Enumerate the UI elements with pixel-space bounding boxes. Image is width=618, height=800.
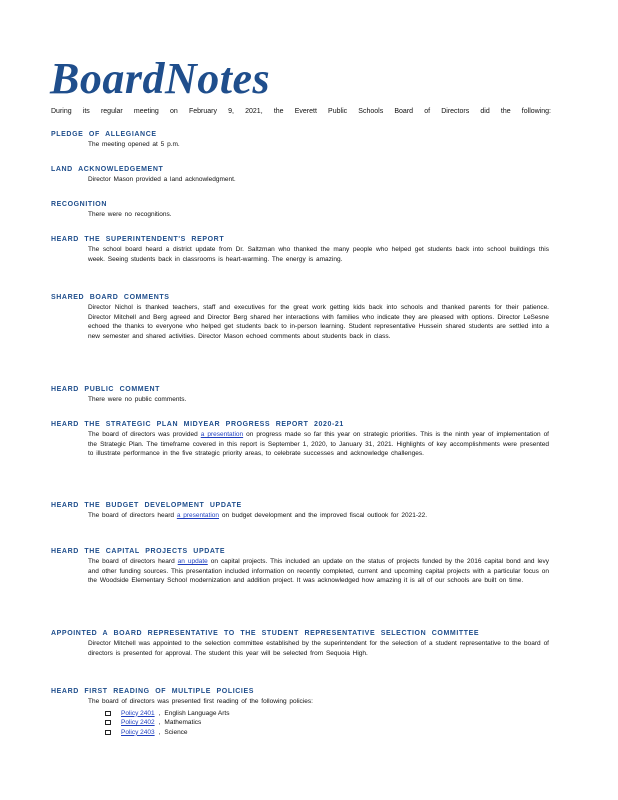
policy-link[interactable]: Policy 2402 — [121, 719, 155, 727]
section-strategic-plan — [51, 420, 551, 459]
masthead-title: BoardNotes — [50, 54, 271, 103]
section-body: Director Mitchell was appointed to the selection committee established by the superintendent for the selection of a student representative to the board of directors is presented for approval. The student this year will be selected from Sequoia High. — [88, 640, 549, 657]
section-superintendent-report — [51, 235, 551, 264]
policy-title: Science — [164, 728, 188, 736]
section-body: The school board heard a district update from Dr. Saltzman who thanked the many people who helped get students back into school buildings this week. Seeing students back in classrooms is heart-warming. The energy is amazing. — [88, 246, 549, 263]
checkbox-bullet-icon — [105, 730, 111, 735]
section-heading: HEARD THE BUDGET DEVELOPMENT UPDATE — [51, 502, 242, 509]
policy-link[interactable]: Policy 2403 — [121, 728, 155, 736]
section-heading: APPOINTED A BOARD REPRESENTATIVE TO THE STUDENT REPRESENTATIVE SELECTION COMMITTEE — [51, 630, 480, 637]
section-heading: HEARD THE STRATEGIC PLAN MIDYEAR PROGRESS REPORT 2020-21 — [51, 421, 344, 428]
presentation-link[interactable]: a presentation — [176, 512, 220, 519]
list-item — [105, 728, 551, 738]
update-link[interactable]: an update — [177, 558, 208, 565]
section-heading: HEARD FIRST READING OF MULTIPLE POLICIES — [51, 688, 254, 695]
section-public-comment — [51, 385, 551, 405]
section-heading: PLEDGE OF ALLEGIANCE — [51, 131, 157, 138]
section-body: There were no recognitions. — [88, 211, 172, 218]
policy-list — [105, 709, 551, 738]
body-text: The board of directors heard — [88, 558, 178, 565]
intro-paragraph: During its regular meeting on February 9, 2021, the Everett Public Schools Board of Directors did the following: — [51, 108, 551, 115]
body-text: on budget development and the improved fiscal outlook for 2021-22. — [219, 512, 428, 519]
section-body: There were no public comments. — [88, 396, 187, 403]
section-heading: HEARD THE SUPERINTENDENT'S REPORT — [51, 236, 225, 243]
body-text: on capital projects. This included an update on the status of projects funded by the 2016 capital bond and levy and other funding sources. This presentation included information on recently completed, current and upcoming capital projects with a particular focus on the Woodside Elementary School modernization and addition project. It was acknowledged how amazing it is all of our schools are built on time. — [88, 558, 550, 585]
section-heading: HEARD THE CAPITAL PROJECTS UPDATE — [51, 548, 226, 555]
body-text: The board of directors was provided — [88, 431, 201, 438]
separator: , — [158, 719, 161, 727]
policy-title: Mathematics — [164, 719, 202, 727]
section-body: Director Nichol is thanked teachers, staff and executives for the great work getting kids back into schools and thanked parents for their patience. Director Mitchell and Berg agreed and Director Berg shared her interactions with families who indicate they are pleased with options. Director LeSesne echoed the thanks to everyone who helped get students back to in-person learning. Student representative Hussein shared students are settled into a new semester and shared activities. Director Mason echoed comments about students back in class. — [88, 304, 549, 340]
section-recognition — [51, 200, 551, 220]
policy-link[interactable]: Policy 2401 — [121, 709, 155, 717]
section-body — [88, 557, 549, 586]
body-text: on progress made so far this year on strategic priorities. This is the ninth year of implementation of the Strategic Plan. The timeframe covered in this report is September 1, 2020, to January 31, 2021. Highlights of key accomplishments were presented to illustrate performance in the five strategic priority areas, to celebrate successes and acknowledge challenges. — [88, 431, 549, 458]
section-heading: RECOGNITION — [51, 201, 107, 208]
list-item — [105, 709, 551, 719]
policy-title: English Language Arts — [164, 709, 230, 717]
section-land-acknowledgement — [51, 165, 551, 185]
section-body: The board of directors was presented first reading of the following policies: — [88, 698, 313, 705]
section-budget-update — [51, 501, 551, 521]
separator: , — [158, 709, 161, 717]
checkbox-bullet-icon — [105, 711, 111, 716]
section-pledge — [51, 130, 551, 150]
separator: , — [158, 728, 161, 736]
section-board-comments — [51, 293, 551, 341]
section-policies — [51, 687, 551, 737]
presentation-link[interactable]: a presentation — [200, 431, 244, 438]
section-body: Director Mason provided a land acknowledgment. — [88, 176, 236, 183]
section-heading: SHARED BOARD COMMENTS — [51, 294, 170, 301]
section-body — [88, 511, 549, 521]
section-heading: HEARD PUBLIC COMMENT — [51, 386, 160, 393]
section-body — [88, 430, 549, 459]
section-student-representative — [51, 629, 551, 658]
section-body: The meeting opened at 5 p.m. — [88, 141, 180, 148]
section-capital-projects — [51, 547, 551, 586]
checkbox-bullet-icon — [105, 720, 111, 725]
body-text: The board of directors heard — [88, 512, 177, 519]
section-heading: LAND ACKNOWLEDGEMENT — [51, 166, 164, 173]
list-item — [105, 718, 551, 728]
